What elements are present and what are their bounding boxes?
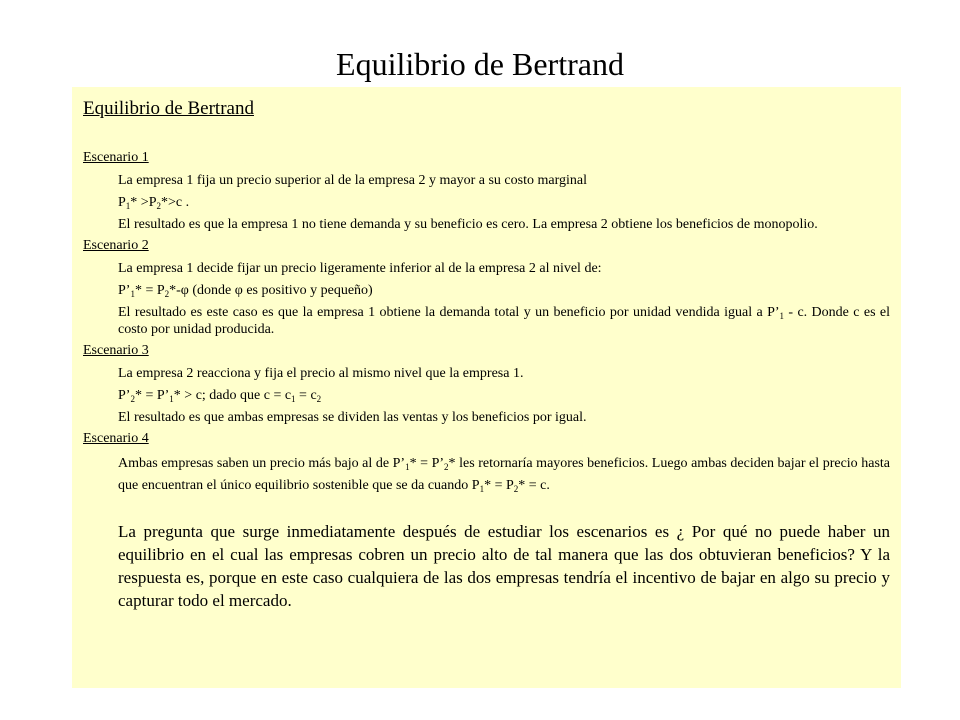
- scenario-1-result: El resultado es que la empresa 1 no tiene demanda y su beneficio es cero. La empresa 2 obtiene los beneficios de monopolio.: [118, 217, 818, 232]
- content-panel: [72, 87, 901, 688]
- scenario-3-heading: Escenario 3: [83, 343, 149, 358]
- scenario-4-heading: Escenario 4: [83, 431, 149, 446]
- scenario-2-equation: $P’_1* = P_2*-\varphi$ (donde φ es positivo y pequeño): [118, 283, 373, 299]
- scenario-1-heading: Escenario 1: [83, 150, 149, 165]
- scenario-3-equation: $P’_2*$ = $P’_1* > c$; dado que $c = c_1 = c_2$: [118, 388, 322, 404]
- scenario-3-text: La empresa 2 reacciona y fija el precio al mismo nivel que la empresa 1.: [118, 366, 524, 381]
- scenario-1-text: La empresa 1 fija un precio superior al de la empresa 2 y mayor a su costo marginal: [118, 173, 587, 188]
- scenario-4-text: Ambas empresas saben un precio más bajo al de $P’_1*$ = $P’_2*$ les retornaría mayores beneficios. Luego ambas deciden bajar el precio hasta que encuentran el único equilibrio sostenible que se da cuando $P_1* = P_2* = c$.: [118, 456, 891, 494]
- scenario-2-result: El resultado es este caso es que la empresa 1 obtiene la demanda total y un beneficio por unidad vendida igual a $P’_1$ - c. Donde c es el costo por unidad producida.: [118, 305, 890, 337]
- panel-title: Equilibrio de Bertrand: [83, 98, 254, 119]
- scenario-2-text: La empresa 1 decide fijar un precio ligeramente inferior al de la empresa 2 al nivel de:: [118, 261, 602, 276]
- slide-title: Equilibrio de Bertrand: [336, 46, 624, 82]
- conclusion-paragraph: La pregunta que surge inmediatamente después de estudiar los escenarios es ¿ Por qué no puede haber un equilibrio en el cual las empresas cobren un precio alto de tal manera que las dos obtuvieran beneficios? Y la respuesta es, porque en este caso cualquiera de las dos empresas tendría el incentivo de bajar en algo su precio y capturar todo el mercado.: [118, 522, 890, 610]
- scenario-1-equation: $P_1* >P_2*>c$ .: [118, 195, 190, 211]
- scenario-2-heading: Escenario 2: [83, 238, 149, 253]
- scenario-3-result: El resultado es que ambas empresas se dividen las ventas y los beneficios por igual.: [118, 410, 587, 425]
